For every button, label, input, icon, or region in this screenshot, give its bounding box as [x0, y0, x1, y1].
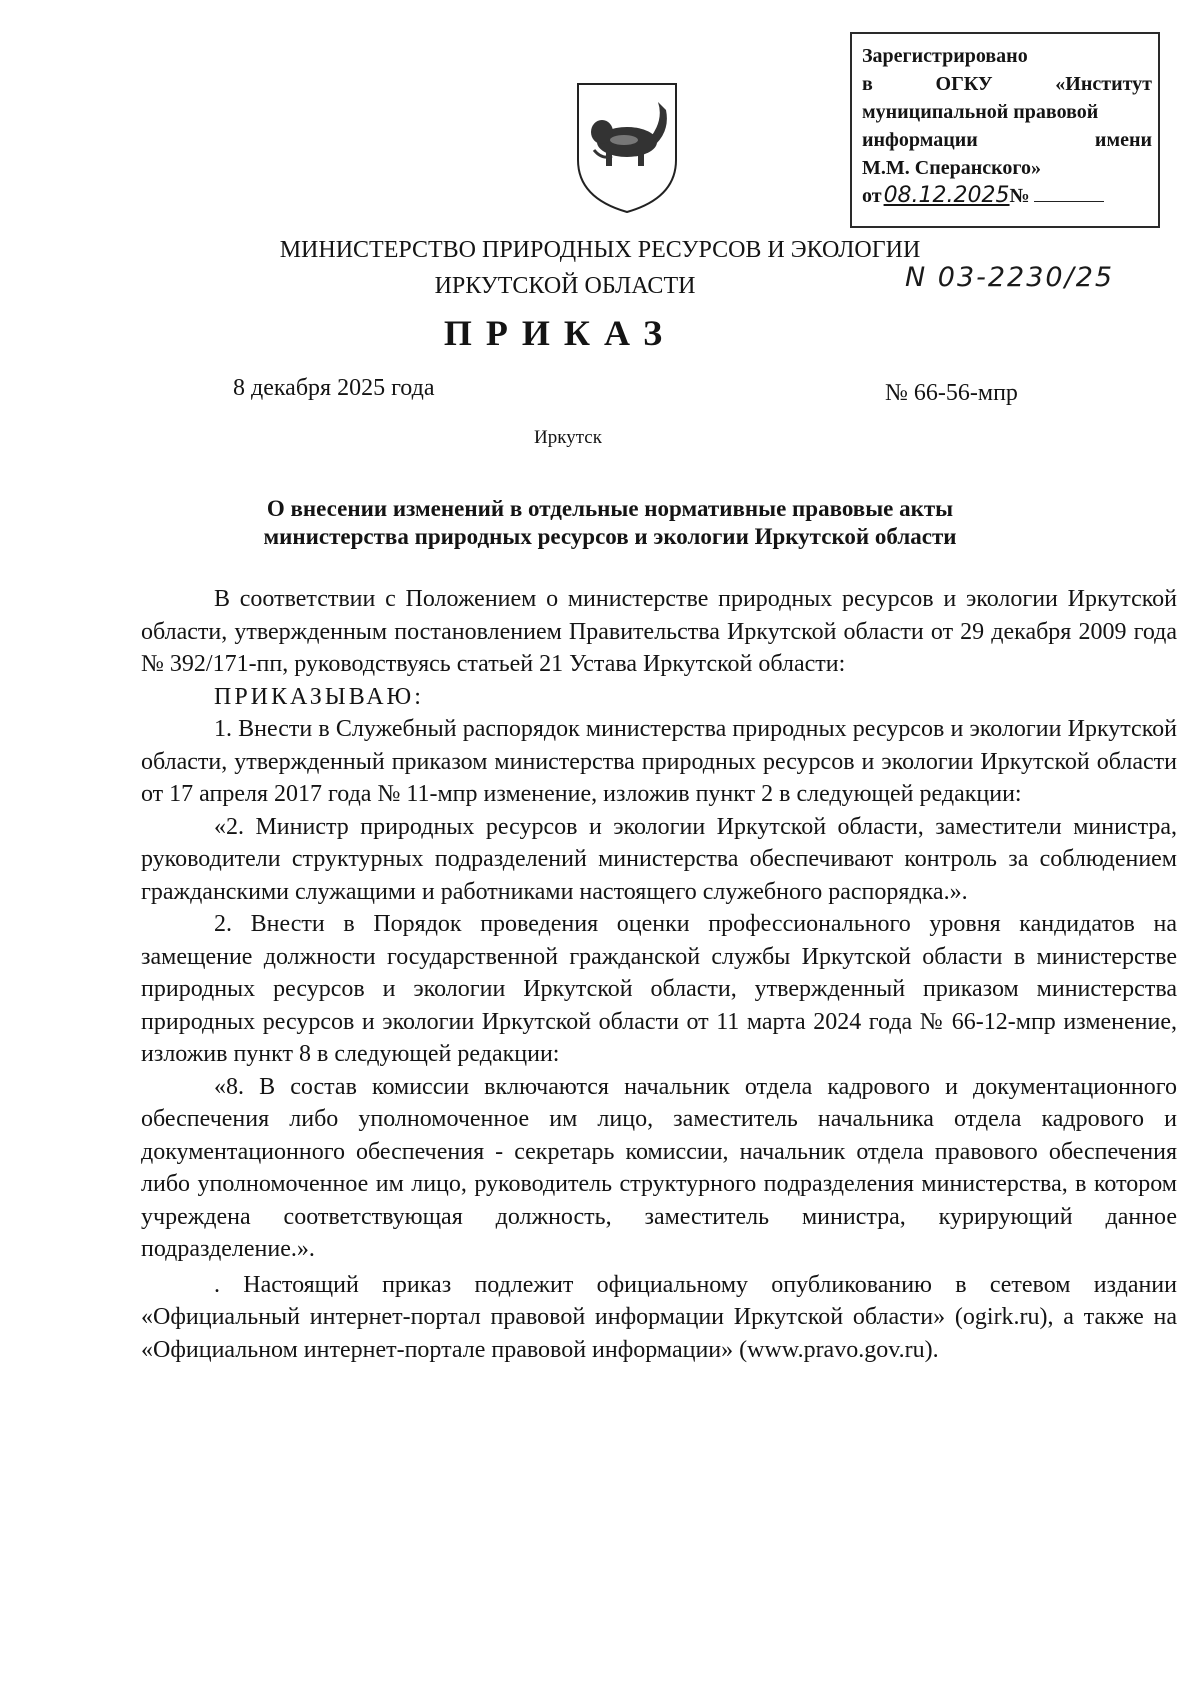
- paragraph-quote-2: «2. Министр природных ресурсов и экологии Иркутской области, заместители министра, руководители структурных подразделений министерства обеспечивают контроль за соблюдением гражданскими служащими и работниками настоящего служебного распорядка.».: [141, 813, 1177, 905]
- title-line-2: министерства природных ресурсов и экологии Иркутской области: [263, 524, 957, 549]
- stamp-date-prefix: от: [862, 185, 882, 207]
- stamp-line: М.М. Сперанского»: [862, 157, 1041, 179]
- stamp-handwritten-date: 08.12.2025: [883, 183, 1010, 208]
- stamp-word: ОГКУ: [935, 73, 993, 95]
- ministry-line-2: ИРКУТСКОЙ ОБЛАСТИ: [434, 273, 696, 299]
- stamp-word: «Институт: [1055, 73, 1152, 95]
- stamp-line: муниципальной правовой: [862, 101, 1099, 123]
- stamp-line: [862, 70, 1152, 98]
- title-line-1: О внесении изменений в отдельные нормативные правовые акты: [266, 496, 954, 521]
- stamp-date-line: [862, 182, 1152, 210]
- document-date: 8 декабря 2025 года: [233, 375, 435, 401]
- ministry-line-1: МИНИСТЕРСТВО ПРИРОДНЫХ РЕСУРСОВ И ЭКОЛОГИИ: [279, 237, 921, 263]
- stamp-number-sign: №: [1009, 185, 1030, 207]
- stamp-word: информации: [862, 129, 978, 151]
- paragraph-item-3: . Настоящий приказ подлежит официальному опубликованию в сетевом издании «Официальный интернет-портал правовой информации Иркутской области» (ogirk.ru), а также на «Официальном интернет-портале правовой информации» (www.pravo.gov.ru).: [141, 1271, 1177, 1363]
- paragraph-item-1: 1. Внести в Служебный распорядок министерства природных ресурсов и экологии Иркутской области, утвержденный приказом министерства природных ресурсов и экологии Иркутской области от 17 апреля 2017 года № 11-мпр изменение, изложив пункт 2 в следующей редакции:: [141, 716, 1177, 807]
- document-type-heading: ПРИКАЗ: [443, 313, 677, 353]
- stamp-line: Зарегистрировано: [862, 45, 1028, 67]
- paragraph-item-2: 2. Внести в Порядок проведения оценки профессионального уровня кандидатов на замещение должности государственной гражданской службы Иркутской области в министерстве природных ресурсов и экологии Иркутской области, утвержденный приказом министерства природных ресурсов и экологии Иркутской области от 11 марта 2024 года № 66-12-мпр изменение, изложив пункт 8 в следующей редакции:: [141, 911, 1177, 1067]
- stamp-word: в: [862, 73, 873, 95]
- stamp-line: [862, 126, 1152, 154]
- paragraph-order-word: ПРИКАЗЫВАЮ:: [214, 683, 424, 710]
- document-number: № 66-56-мпр: [885, 380, 1018, 406]
- document-city: Иркутск: [534, 427, 602, 448]
- paragraph-preamble: В соответствии с Положением о министерстве природных ресурсов и экологии Иркутской области, утвержденным постановлением Правительства Иркутской области от 29 декабря 2009 года № 392/171-пп, руководствуясь статьей 21 Устава Иркутской области:: [141, 586, 1177, 677]
- document-body: [141, 583, 1177, 1366]
- registration-stamp: [850, 32, 1160, 228]
- stamp-word: имени: [1094, 129, 1152, 151]
- paragraph-quote-8: «8. В состав комиссии включаются начальник отдела кадрового и документационного обеспечения либо уполномоченное им лицо, заместитель начальника отдела кадрового и документационного обеспечения - секретарь комиссии, начальник отдела правового обеспечения либо уполномоченное им лицо, руководитель структурного подразделения министерства, в котором учреждена соответствующая должность, заместитель министра, курирующий данное подразделение.».: [141, 1073, 1177, 1262]
- document-title: [140, 495, 1080, 551]
- coat-of-arms-emblem: [572, 80, 682, 215]
- handwritten-registration-number: N 03-2230/25: [905, 262, 1115, 293]
- stamp-number-blank: [1034, 183, 1104, 202]
